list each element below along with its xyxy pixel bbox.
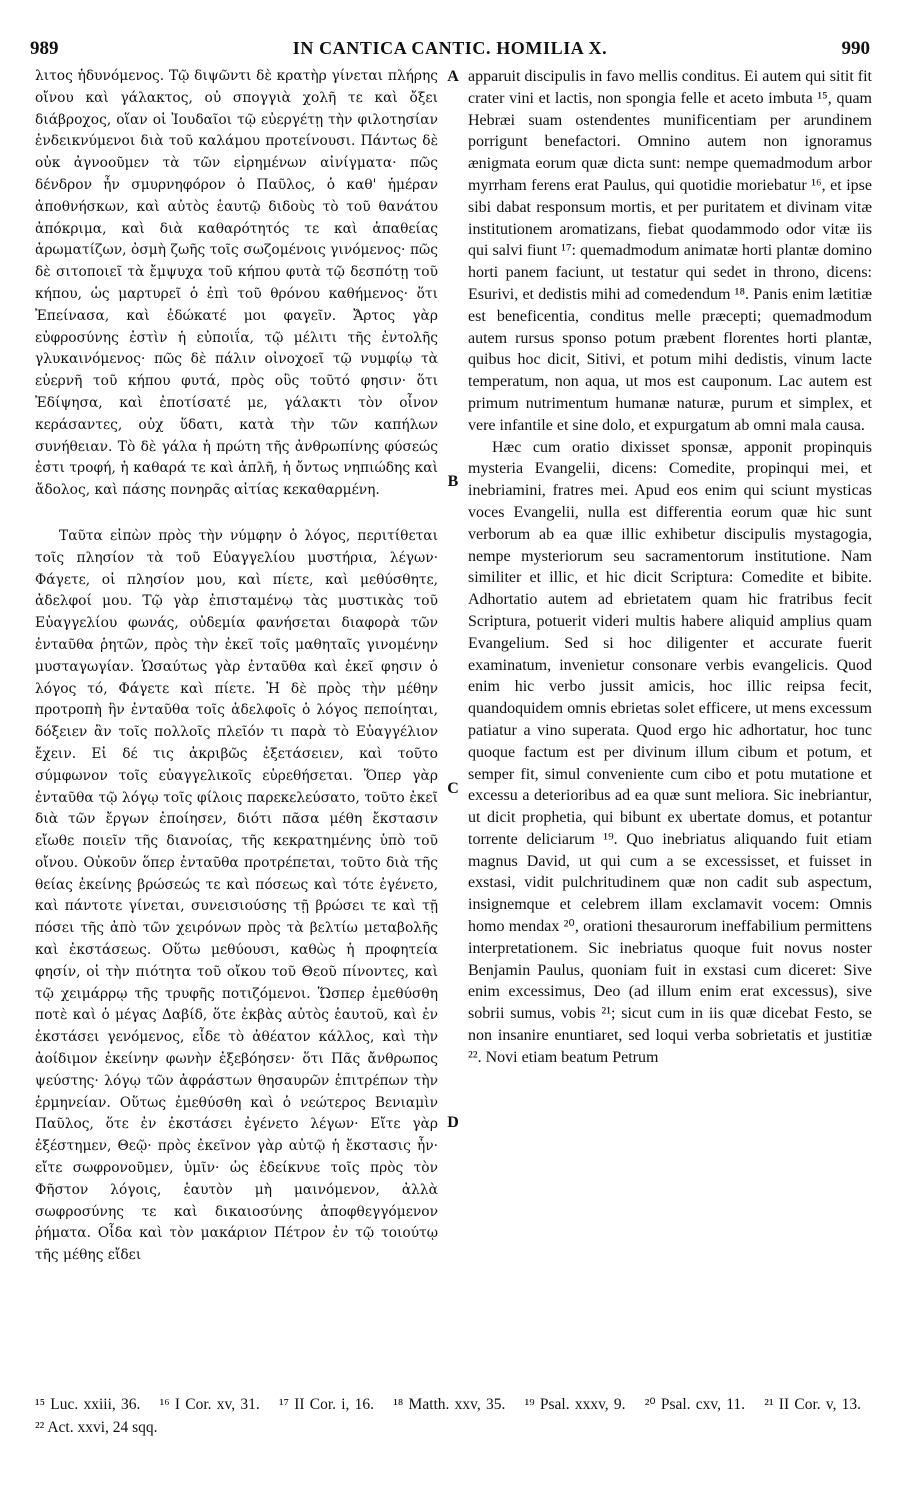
footnotes: [35, 1393, 875, 1439]
footnote-18: ¹⁸ Matth. xxv, 35.: [393, 1396, 506, 1413]
footnote-22: ²² Act. xxvi, 24 sqq.: [35, 1419, 158, 1436]
page-number-left: 989: [30, 38, 59, 59]
greek-paragraph-1: λιτος ἡδυνόμενος. Τῷ διψῶντι δὲ κρατὴρ γίνεται πλήρης οἴνου καὶ γάλακτος, οὐ σπογγιὰ χολῆ τε καὶ ὄξει διάβροχος, οἵαν οἱ Ἰουδαῖοι τῷ εὐεργέτῃ τὴν φιλοτησίαν ἐνδεικνύμενοι διὰ τοῦ καλάμου προτείνουσι. Πάντως δὲ οὐκ ἀγνοοῦμεν τὰ τῶν εἰρημένων αἰνίγματα· πῶς δένδρον ἦν σμυρνηφόρον ὁ Παῦλος, ὁ καθ' ἡμέραν ἀποθνήσκων, καὶ αὐτὸς ἑαυτῷ διδοὺς τὸ τοῦ θανάτου ἀπόκριμα, καὶ διὰ καθαρότητός τε καὶ ἀπαθείας ἀρωματίζων, ὀσμὴ ζωῆς τοῖς σωζομένοις γινόμενος· πῶς δὲ σιτοποιεῖ τὰ ἔμψυχα τοῦ κήπου φυτὰ τῷ δεσπότῃ τοῦ κήπου, ὡς μαρτυρεῖ ὁ ἐπὶ τοῦ θρόνου καθήμενος· ὅτι Ἐπείνασα, καὶ ἐδώκατέ μοι φαγεῖν. Ἄρτος γὰρ εὐφροσύνης ἐστὶν ἡ εὐποιΐα, τῷ μέλιτι τῆς ἐντολῆς γλυκαινόμενος· πῶς δὲ πάλιν οἰνοχοεῖ τῷ νυμφίῳ τὰ εὐερνῆ τοῦ κήπου φυτά, πρὸς οὓς τοῦτό φησιν· ὅτι Ἐδίψησα, καὶ ἐποτίσατέ με, γάλακτι τὸν οἶνον κεράσαντες, οὐχ ὕδατι, κατὰ τὴν τῶν καπήλων συνήθειαν. Τὸ δὲ γάλα ἡ πρώτη τῆς ἀνθρωπίνης φύσεώς ἐστι τροφή, ἡ καθαρά τε καὶ ἁπλῆ, ἡ ὄντως νηπιώδης καὶ ἄδολος, καὶ πάσης πονηρᾶς αἰτίας κεκαθαρμένη.: [35, 68, 438, 499]
footnote-15: ¹⁵ Luc. xxiii, 36.: [35, 1396, 141, 1413]
running-title: IN CANTICA CANTIC. HOMILIA X.: [292, 38, 608, 58]
footnote-19: ¹⁹ Psal. xxxv, 9.: [524, 1396, 626, 1413]
greek-paragraph-2: Ταῦτα εἰπὼν πρὸς τὴν νύμφην ὁ λόγος, περιτίθεται τοῖς πλησίον τὰ τοῦ Εὐαγγελίου μυστήρια, λέγων· Φάγετε, οἱ πλησίον μου, καὶ πίετε, καὶ μεθύσθητε, ἀδελφοί μου. Τῷ γὰρ ἐπισταμένῳ τὰς μυστικὰς τοῦ Εὐαγγελίου φωνάς, οὐδεμία φανήσεται διαφορὰ τῶν ἐνταῦθα ῥητῶν, πρὸς τὴν ἐκεῖ τοῖς μαθηταῖς γινομένην μυσταγωγίαν. Ὡσαύτως γὰρ ἐνταῦθα καὶ ἐκεῖ φησιν ὁ λόγος τό, Φάγετε καὶ πίετε. Ἡ δὲ πρὸς τὴν μέθην προτροπὴ ἣν ἐνταῦθα τοῖς ἀδελφοῖς ὁ λόγος πεποίηται, δόξειεν ἂν τοῖς πολλοῖς πλεῖόν τι παρὰ τὸ Εὐαγγέλιον ἔχειν. Εἰ δέ τις ἀκριβῶς ἐξετάσειεν, καὶ τοῦτο σύμφωνον τοῖς εὐαγγελικοῖς εὑρεθήσεται. Ὅπερ γὰρ ἐνταῦθα τῷ λόγῳ τοῖς φίλοις παρεκελεύσατο, τοῦτο ἐκεῖ διὰ τῶν ἔργων ἐποίησεν, διότι πᾶσα μέθη ἔκστασιν εἴωθε ποιεῖν τῆς διανοίας, τῆς κεκρατημένης ὑπὸ τοῦ οἴνου. Οὐκοῦν ὅπερ ἐνταῦθα προτρέπεται, τοῦτο διὰ τῆς θείας ἐκείνης βρώσεώς τε καὶ πόσεως καὶ τότε ἐγένετο, καὶ πάντοτε γίνεται, συνεισιούσης τῇ βρώσει τε καὶ τῇ πόσει τῆς ἀπὸ τῶν χειρόνων πρὸς τὰ βελτίω μεταβολῆς καὶ ἐκστάσεως. Οὕτω μεθύουσι, καθὼς ἡ προφητεία φησίν, οἱ τὴν πιότητα τοῦ οἴκου τοῦ Θεοῦ πίνοντες, καὶ τῷ χειμάρρῳ τῆς τρυφῆς ποτιζόμενοι. Ὥσπερ ἐμεθύσθη ποτὲ καὶ ὁ μέγας Δαβίδ, ὅτε ἐκβὰς αὐτὸς ἑαυτοῦ, καὶ ἐν ἐκστάσει γενόμενος, εἶδε τὸ ἀθέατον κάλλος, καὶ τὴν ἀοίδιμον ἐκείνην φωνὴν ἐξεβόησεν· ὅτι Πᾶς ἄνθρωπος ψεύστης· λόγῳ τῶν ἀφράστων θησαυρῶν ἐπιτρέπων τὴν ἑρμηνείαν. Οὕτως ἐμεθύσθη καὶ ὁ νεώτερος Βενιαμὶν Παῦλος, ὅτε ἐν ἐκστάσει ἐγένετο λέγων· Εἴτε γὰρ ἐξέστημεν, Θεῷ· πρὸς ἐκεῖνον γὰρ αὐτῷ ἡ ἔκστασις ἦν· εἴτε σωφρονοῦμεν, ὑμῖν· ὡς ἐδείκνυε τοῖς πρὸς τὸν Φῆστον λόγοις, ἑαυτὸν μὴ μαινόμενον, ἀλλὰ σωφροσύνης τε καὶ δικαιοσύνης ἀποφθεγγόμενον ῥήματα. Οἶδα καὶ τὸν μακάριον Πέτρον ἐν τῷ τοιούτῳ τῆς μέθης εἴδει: [35, 527, 438, 1264]
footnote-16: ¹⁶ I Cor. xv, 31.: [159, 1396, 260, 1413]
page-header: [30, 38, 870, 62]
page-number-right: 990: [841, 38, 870, 59]
section-markers: [443, 66, 463, 1366]
latin-paragraph-2: Hæc cum oratio dixisset sponsæ, apponit propinquis mysteria Evangelii, dicens: Comedite, propinqui mei, et inebriamini, fratres mei. Apud eos enim qui sciunt mysticas voces Evangelii, nulla est differentia eorum quæ hic sunt verborum ab ea quæ illic exhibetur discipulis mystagogia, nempe mysteriorum seu sacramentorum institutione. Nam similiter et illic, et hic dicit Scriptura: Comedite et bibite. Adhortatio autem ad ebrietatem quam hic fratribus fecit Scriptura, potuerit videri multis habere aliquid amplius quam Evangelium. Sed si hoc diligenter et accurate fuerit examinatum, invenietur consonare verbis evangelicis. Quod enim hic verbo jussit amicis, hoc illic reipsa fecit, quandoquidem omnis ebrietas solet efficere, ut mens excessum patiatur a vino superata. Quod ergo hic adhortatur, hoc tunc quoque factum est per divinum illum cibum et potum, et semper fit, simul conveniente cum cibo et potu mutatione et excessu a deterioribus ad ea quæ sunt meliora. Sic inebriantur, ut dicit prophetia, qui bibunt ex ubertate domus, et potantur torrente deliciarum ¹⁹. Quo inebriatus aliquando fuit etiam magnus David, ut qui cum a se excessisset, et fuisset in exstasi, vidit pulchritudinem quæ non cadit sub aspectum, insignemque et celebrem illam exclamavit vocem: Omnis homo mendax ²⁰, orationi thesaurorum ineffabilium permittens interpretationem. Sic inebriatus quoque fuit novus noster Benjamin Paulus, quoniam fuit in exstasi cum diceret: Sive enim excessimus, Deo (ad illum enim erat excessus), sive sobrii sumus, vobis ²¹; sicut cum in iis quæ dicebat Festo, se non insanire enuntiaret, sed loqui verba sobrietatis et justitiæ ²². Novi etiam beatum Petrum: [468, 438, 872, 1066]
section-marker-c: C: [447, 780, 459, 797]
section-marker-a: A: [447, 68, 459, 85]
latin-column: [468, 66, 872, 1376]
greek-column: [35, 66, 438, 1376]
footnote-17: ¹⁷ II Cor. i, 16.: [278, 1396, 375, 1413]
footnote-21: ²¹ II Cor. v, 13.: [764, 1396, 862, 1413]
latin-paragraph-1: apparuit discipulis in favo mellis conditus. Ei autem qui sitit fit crater vini et lactis, non spongia felle et aceto imbuta ¹⁵, quam Hebræi suam ostendentes munificentiam per arundinem porrigunt benefactori. Omnino autem non ignoramus ænigmata eorum quæ dicta sunt: nempe quemadmodum arbor myrrham ferens erat Paulus, qui quotidie moriebatur ¹⁶, et ipse sibi dabat responsum mortis, et per puritatem et divinam vitæ institutionem aromatizans, fiebat quodammodo odor vitæ iis qui salvi fiunt ¹⁷: quemadmodum animatæ horti plantæ domino horti panem faciunt, ut testatur qui sedet in throno, dicens: Esurivi, et dedistis mihi ad comedendum ¹⁸. Panis enim lætitiæ est beneficentia, conditus melle præcepti; quemadmodum autem rursus sponso potum præbent florentes horti plantæ, quibus hoc dicit, Sitivi, et potum mihi dedistis, vinum lacte temperatum, non aqua, ut mos est cauponum. Lac autem est primum nutrimentum humanæ naturæ, purum et simplex, et vere infantile et sine dolo, et expurgatum ab omni mala causa.: [468, 68, 872, 434]
section-marker-b: B: [447, 473, 459, 490]
section-marker-d: D: [447, 1114, 459, 1131]
footnote-20: ²⁰ Psal. cxv, 11.: [644, 1396, 746, 1413]
